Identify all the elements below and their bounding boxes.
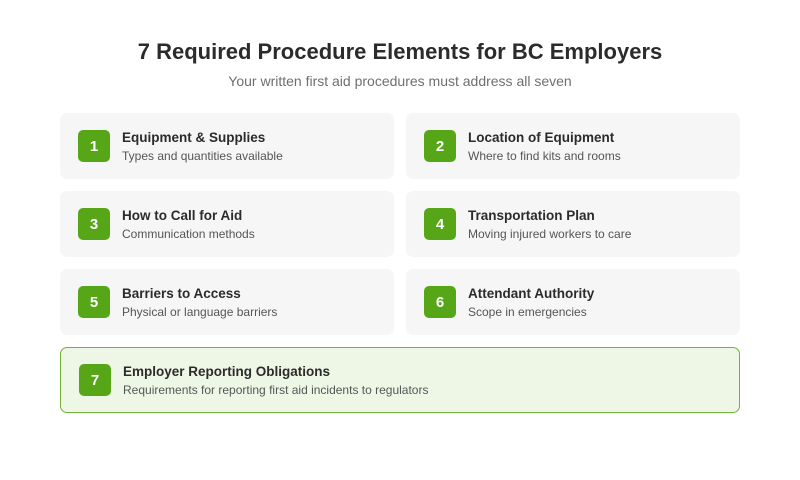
procedure-card-employer-reporting-obligations: [60, 347, 740, 413]
step-number-badge: 7: [79, 364, 111, 396]
card-description: Types and quantities available: [122, 148, 283, 163]
page-subtitle: Your written first aid procedures must address all seven: [228, 73, 572, 89]
step-number-badge: 1: [78, 130, 110, 162]
card-description: Requirements for reporting first aid incidents to regulators: [123, 382, 429, 397]
card-description: Scope in emergencies: [468, 304, 587, 319]
card-description: Where to find kits and rooms: [468, 148, 621, 163]
procedure-card-transportation-plan: [406, 191, 740, 257]
card-title: Equipment & Supplies: [122, 129, 266, 145]
card-title: Location of Equipment: [468, 129, 615, 145]
card-description: Communication methods: [122, 226, 255, 241]
card-description: Moving injured workers to care: [468, 226, 632, 241]
procedure-card-how-to-call-for-aid: [60, 191, 394, 257]
step-number-badge: 5: [78, 286, 110, 318]
procedure-card-location-of-equipment: [406, 113, 740, 179]
page-title: 7 Required Procedure Elements for BC Employers: [137, 39, 663, 64]
procedure-card-attendant-authority: [406, 269, 740, 335]
procedure-card-equipment-supplies: [60, 113, 394, 179]
card-description: Physical or language barriers: [122, 304, 278, 319]
step-number-badge: 6: [424, 286, 456, 318]
card-title: Attendant Authority: [468, 285, 595, 301]
step-number-badge: 3: [78, 208, 110, 240]
step-number-badge: 4: [424, 208, 456, 240]
step-number-badge: 2: [424, 130, 456, 162]
card-title: Transportation Plan: [468, 207, 595, 223]
card-title: Employer Reporting Obligations: [123, 363, 331, 379]
card-title: Barriers to Access: [122, 285, 241, 301]
card-title: How to Call for Aid: [122, 207, 243, 223]
procedure-card-barriers-to-access: [60, 269, 394, 335]
procedure-elements-grid: [60, 113, 740, 413]
